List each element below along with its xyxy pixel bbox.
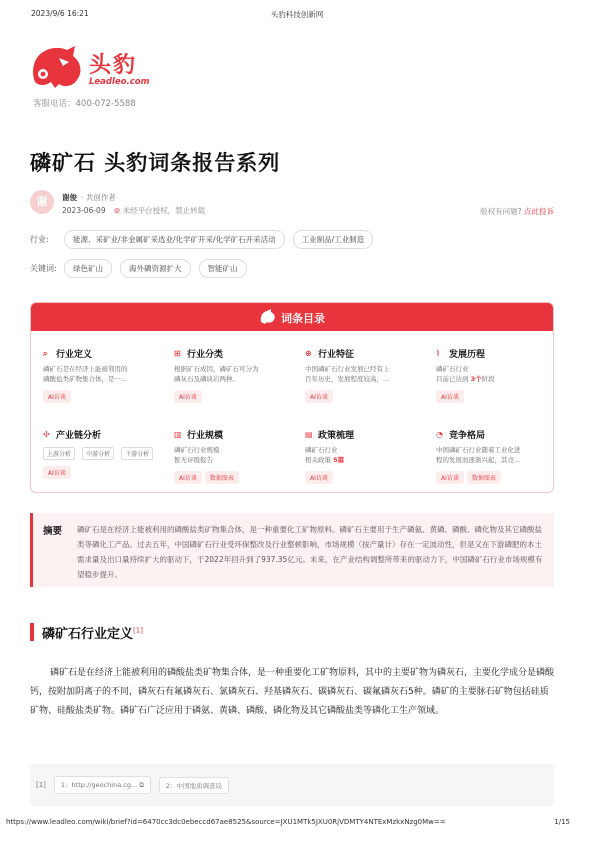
- citation-ref[interactable]: [1]: [133, 626, 143, 635]
- coauthor-label: · 共创作者: [81, 193, 116, 202]
- publish-date: 2023-06-09: [62, 206, 106, 215]
- page-url: https://www.leadleo.com/wiki/brief?id=6470cc3dc0ebeccd67ae8525&source=JXU1MTk5JXU0RjVDMTY4NTExMzkxNzg0Mw==: [6, 818, 446, 826]
- forbidden-icon: ⊘: [113, 206, 121, 215]
- industry-tag[interactable]: 工业制品/工业制造: [293, 230, 374, 249]
- reference-link[interactable]: 1：http://geochina.cg... ⧉: [54, 776, 151, 794]
- toc-header: [31, 303, 553, 331]
- ai-interview-chip[interactable]: AI访谈: [436, 390, 464, 403]
- keywords-label: 关键词:: [30, 264, 57, 273]
- toc-item-definition[interactable]: ⌕ 行业定义 磷矿石是在经济上能被利用的 磷酸盐类矿物集合体，是一... AI访谈: [43, 349, 128, 401]
- downstream-link[interactable]: 下游分析: [121, 447, 153, 460]
- chain-icon: ✣: [43, 430, 50, 439]
- ai-interview-chip[interactable]: AI访谈: [43, 466, 71, 479]
- references-bar: [30, 764, 554, 806]
- reference-number: [1]: [36, 781, 46, 789]
- date-line: [62, 205, 205, 216]
- keyword-tag[interactable]: 智能矿山: [199, 259, 247, 278]
- search-doc-icon: ⌕: [43, 349, 48, 358]
- upstream-link[interactable]: 上游分析: [43, 447, 75, 460]
- abstract-text: 磷矿石是在经济上能被利用的磷酸盐类矿物集合体，是一种重要化工矿物原料。磷矿石主要用于生产磷氨、黄磷、磷酸、磷化物及其它磷酸盐类等磷化工产品。过去五年，中国磷矿石行业受环保整改及行业整顿影响，市场规模（按产量计）存在一定波动性，但是又在下游磷肥的本土需求量及出口量持续扩大的驱动下，于2022年回升到了937.35亿元。未来，在产业结构调整所带来的驱动力下，中国磷矿石行业市场规模有望稳步提升。: [77, 525, 543, 579]
- brand-domain: Leadleo.com: [89, 77, 150, 87]
- industry-tag[interactable]: 能源、采矿业/非金属矿采选业/化学矿开采/化学矿石开采活动: [64, 230, 285, 249]
- toc-item-competition[interactable]: ◔ 竞争格局 中国磷矿石行业随着工业化进 程的发展而逐渐兴起，其竞... AI访谈 数据图表: [436, 430, 521, 482]
- section-heading: 磷矿石行业定义[1]: [30, 623, 143, 641]
- history-icon: ⌇: [436, 349, 440, 358]
- copyright-notice: 版权有问题? 点此投诉: [480, 207, 554, 216]
- brand-logo[interactable]: [29, 44, 149, 94]
- toc-item-chain[interactable]: ✣ 产业链分析 上游分析 中游分析 下游分析 AI访谈: [43, 428, 163, 479]
- leopard-icon: [259, 308, 277, 326]
- data-chart-chip[interactable]: 数据图表: [467, 471, 501, 484]
- ai-interview-chip[interactable]: AI访谈: [436, 471, 464, 484]
- report-link[interactable]: 点此投诉: [524, 207, 554, 216]
- data-chart-chip[interactable]: 数据图表: [205, 471, 239, 484]
- section-paragraph: 磷矿石是在经济上能被利用的磷酸盐类矿物集合体，是一种重要化工矿物原料，其中的主要矿物为磷灰石，主要化学成分是磷酸钙，按附加阴离子的不同，磷灰石有氟磷灰石、氯磷灰石、羟基磷灰石、碳磷灰石、碳氟磷灰石5种。磷矿的主要脉石矿物包括硅质矿物、硅酸盐类矿物。磷矿石广泛应用于磷氨、黄磷、磷酸、磷化物及其它磷酸盐类等磷化工生产领域。: [30, 668, 555, 716]
- toc-item-scale[interactable]: ▥ 行业规模 磷矿石行业规模 暂无评级报告 AI访谈 数据图表: [174, 428, 294, 484]
- abstract-label: 摘要: [43, 526, 63, 537]
- toc-title: 词条目录: [281, 312, 325, 325]
- pie-chart-icon: ◔: [436, 430, 443, 439]
- midstream-link[interactable]: 中游分析: [82, 447, 114, 460]
- keyword-tag[interactable]: 海外磷资源扩大: [120, 259, 191, 278]
- toc-item-features[interactable]: ⊕ 行业特征 中国磷矿石行业发展已经有上 百年历史，发展程度较高，... AI访谈: [305, 349, 390, 401]
- toc-item-classification[interactable]: ⊞ 行业分类 根据矿石成因，磷矿石可分为 磷灰石及磷块岩两种。 AI访谈: [174, 349, 259, 401]
- features-icon: ⊕: [305, 349, 312, 358]
- ai-interview-chip[interactable]: AI访谈: [174, 390, 202, 403]
- toc-item-history[interactable]: ⌇ 发展历程 磷矿石行业 目前已达到 3个阶段 AI访谈: [436, 349, 495, 401]
- ai-interview-chip[interactable]: AI访谈: [305, 390, 333, 403]
- author-name[interactable]: 谢俊: [62, 193, 77, 202]
- reprint-warning: ⊘ 未经平台授权，禁止转载: [113, 206, 206, 215]
- site-name: 头豹科技创新网: [270, 10, 324, 19]
- keyword-tag[interactable]: 绿色矿山: [64, 259, 112, 278]
- leopard-logo-icon: [29, 44, 85, 90]
- bar-chart-icon: ▥: [174, 430, 182, 439]
- reference-link[interactable]: 2：中国地质调查局: [159, 777, 229, 794]
- ai-interview-chip[interactable]: AI访谈: [43, 390, 71, 403]
- brand-name: 头豹: [89, 53, 138, 78]
- avatar: 谢: [30, 190, 54, 214]
- print-datetime: 2023/9/6 16:21: [31, 9, 89, 18]
- industry-label: 行业:: [30, 235, 49, 244]
- page-header: [0, 9, 594, 23]
- toc-panel: [30, 302, 554, 493]
- policy-icon: ▤: [305, 430, 313, 439]
- toc-item-policy[interactable]: ▤ 政策梳理 磷矿石行业 相关政策 5篇 AI访谈: [305, 430, 355, 482]
- ai-interview-chip[interactable]: AI访谈: [305, 471, 333, 484]
- hierarchy-icon: ⊞: [174, 349, 181, 358]
- page-title: 磷矿石 头豹词条报告系列: [30, 151, 281, 175]
- author-line: [62, 192, 116, 203]
- keywords-row: [30, 259, 255, 278]
- service-phone: 客服电话：400-072-5588: [33, 99, 136, 109]
- ai-interview-chip[interactable]: AI访谈: [174, 471, 202, 484]
- abstract-box: [30, 513, 554, 587]
- page-number: 1/15: [554, 818, 570, 826]
- industry-row: [30, 230, 381, 249]
